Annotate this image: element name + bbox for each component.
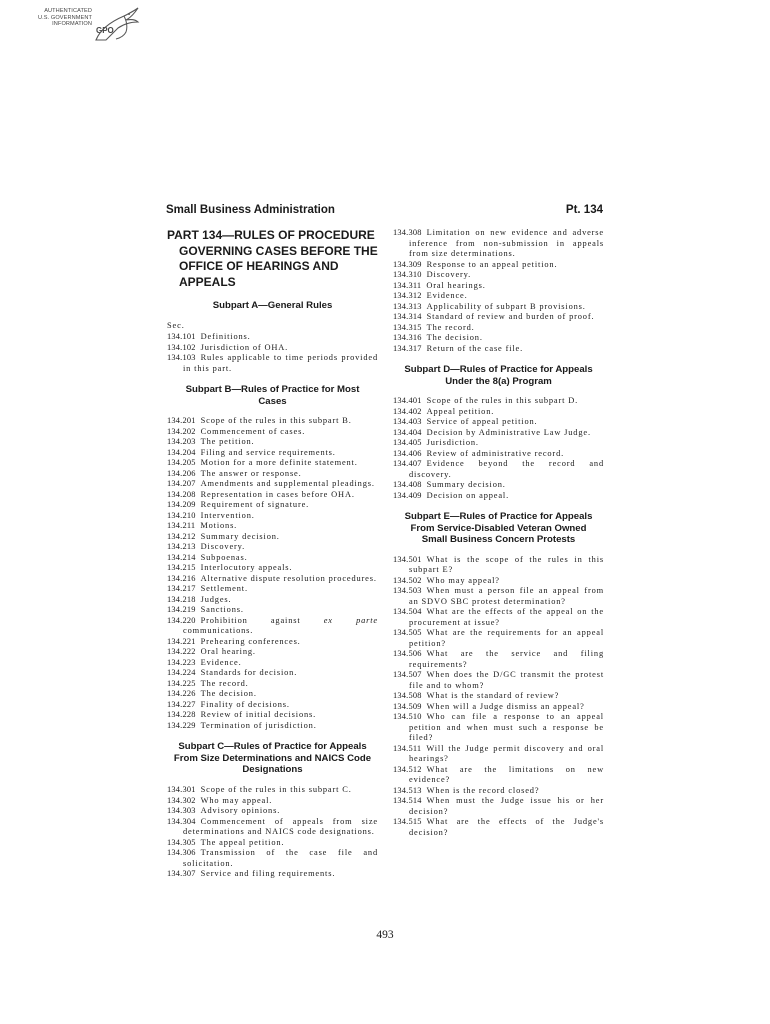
section-title: Scope of the rules in this subpart D. xyxy=(426,396,579,406)
section-title: When must the Judge issue his or her decision? xyxy=(409,796,604,816)
section-number: 134.221 xyxy=(167,636,196,646)
section-number: 134.507 xyxy=(393,670,422,680)
section-title: Will the Judge permit discovery and oral hearings? xyxy=(409,743,604,764)
section-number: 134.222 xyxy=(167,647,196,657)
subpart-b-heading: Subpart B—Rules of Practice for Most Cases xyxy=(185,384,360,407)
section-number: 134.403 xyxy=(393,417,422,427)
section-title: Oral hearing. xyxy=(200,647,256,657)
section-title: Limitation on new evidence and adverse inference from non-submission in appeals from size determinations. xyxy=(409,228,604,258)
section-number: 134.408 xyxy=(393,480,422,490)
subpart-c-list-right xyxy=(393,228,604,354)
section-number: 134.306 xyxy=(167,848,196,858)
section-entry xyxy=(167,416,378,427)
section-number: 134.508 xyxy=(393,691,422,701)
section-title: Prehearing conferences. xyxy=(200,636,301,646)
section-entry xyxy=(393,712,604,744)
left-column xyxy=(167,228,378,880)
section-entry xyxy=(167,647,378,658)
section-entry xyxy=(167,584,378,595)
section-title: Standard of review and burden of proof. xyxy=(426,312,595,321)
section-entry xyxy=(167,437,378,448)
section-title: Finality of decisions. xyxy=(200,699,290,709)
section-number: 134.210 xyxy=(167,510,196,520)
right-column xyxy=(393,228,604,838)
section-title: What are the requirements for an appeal petition? xyxy=(409,628,604,648)
section-number: 134.401 xyxy=(393,396,422,406)
section-number: 134.514 xyxy=(393,796,422,806)
section-label: Sec. xyxy=(167,320,185,330)
section-title: The petition. xyxy=(200,437,255,447)
section-entry xyxy=(167,553,378,564)
section-entry xyxy=(167,616,378,637)
section-number: 134.304 xyxy=(167,816,196,826)
section-number: 134.212 xyxy=(167,531,196,541)
section-number: 134.204 xyxy=(167,447,196,457)
section-number: 134.207 xyxy=(167,479,196,489)
section-title: Oral hearings. xyxy=(426,280,486,290)
section-title-italic: ex parte xyxy=(323,615,378,625)
section-entry xyxy=(393,438,604,449)
section-number: 134.504 xyxy=(393,607,422,617)
section-entry xyxy=(393,670,604,691)
section-number: 134.316 xyxy=(393,333,422,342)
subpart-c-heading: Subpart C—Rules of Practice for Appeals From Size Determinations and NAICS Code Designations xyxy=(173,741,372,776)
section-title: Requirement of signature. xyxy=(200,500,310,510)
section-entry xyxy=(393,344,604,355)
section-title: Filing and service requirements. xyxy=(200,447,336,457)
section-title: Standards for decision. xyxy=(200,668,298,678)
section-number: 134.211 xyxy=(167,521,196,531)
section-number: 134.301 xyxy=(167,785,196,795)
section-title: Who may appeal. xyxy=(200,795,273,805)
section-entry xyxy=(167,458,378,469)
section-number: 134.314 xyxy=(393,312,422,321)
section-entry xyxy=(167,511,378,522)
section-title: Jurisdiction. xyxy=(426,438,479,448)
section-number: 134.203 xyxy=(167,437,196,447)
section-title: Scope of the rules in this subpart C. xyxy=(200,785,352,795)
section-title: Judges. xyxy=(200,594,232,604)
section-entry xyxy=(393,281,604,292)
section-number: 134.505 xyxy=(393,628,422,638)
section-entry xyxy=(393,312,604,323)
section-title: Who can file a response to an appeal petition and when must such a response be filed? xyxy=(409,712,604,743)
subpart-d-heading: Subpart D—Rules of Practice for Appeals Under the 8(a) Program xyxy=(404,364,593,387)
section-entry xyxy=(167,574,378,585)
section-number: 134.506 xyxy=(393,649,422,659)
section-entry xyxy=(393,428,604,439)
section-number: 134.317 xyxy=(393,343,422,353)
section-entry xyxy=(167,838,378,849)
section-entry xyxy=(393,459,604,480)
gpo-line-2: U.S. GOVERNMENT xyxy=(37,14,92,21)
section-title: Return of the case file. xyxy=(426,343,524,353)
section-number: 134.405 xyxy=(393,438,422,448)
section-number: 134.216 xyxy=(167,573,196,583)
subpart-b-list xyxy=(167,416,378,731)
section-number: 134.503 xyxy=(393,586,422,596)
section-title: The decision. xyxy=(426,333,483,342)
section-title: When is the record closed? xyxy=(426,785,540,795)
section-number: 134.218 xyxy=(167,594,196,604)
section-number: 134.308 xyxy=(393,228,422,237)
section-title: Who may appeal? xyxy=(426,575,500,585)
section-title: Jurisdiction of OHA. xyxy=(200,342,289,352)
section-title: Summary decision. xyxy=(426,480,506,490)
section-number: 134.205 xyxy=(167,458,196,468)
section-entry xyxy=(393,396,604,407)
section-title: Service and filing requirements. xyxy=(200,869,336,879)
section-entry xyxy=(167,721,378,732)
section-number: 134.515 xyxy=(393,817,422,827)
section-entry xyxy=(393,291,604,302)
section-entry xyxy=(167,332,378,343)
section-number: 134.312 xyxy=(393,291,422,300)
section-number: 134.502 xyxy=(393,575,422,585)
section-title: The record. xyxy=(426,322,475,332)
section-title: Review of initial decisions. xyxy=(200,710,317,720)
section-title: What is the standard of review? xyxy=(426,691,560,701)
running-head-part: Pt. 134 xyxy=(565,204,603,216)
section-entry xyxy=(393,260,604,271)
section-number: 134.501 xyxy=(393,554,422,564)
section-title: Evidence. xyxy=(200,657,242,667)
section-number: 134.228 xyxy=(167,710,196,720)
section-entry xyxy=(393,449,604,460)
section-entry xyxy=(167,658,378,669)
section-entry xyxy=(167,427,378,438)
section-number: 134.307 xyxy=(167,869,196,879)
section-entry xyxy=(393,270,604,281)
section-title: Review of administrative record. xyxy=(426,448,565,458)
section-entry xyxy=(393,333,604,344)
section-title: When will a Judge dismiss an appeal? xyxy=(426,701,585,711)
section-title: What are the limitations on new evidence? xyxy=(409,764,604,785)
section-number: 134.510 xyxy=(393,712,422,722)
section-number: 134.213 xyxy=(167,542,196,552)
section-title: Definitions. xyxy=(200,332,251,342)
section-number: 134.103 xyxy=(167,353,196,363)
section-number: 134.225 xyxy=(167,678,196,688)
section-entry xyxy=(393,555,604,576)
section-number: 134.101 xyxy=(167,332,196,342)
section-title: Summary decision. xyxy=(200,531,280,541)
section-number: 134.303 xyxy=(167,806,196,816)
section-entry xyxy=(393,480,604,491)
section-entry xyxy=(167,668,378,679)
section-title: Amendments and supplemental pleadings. xyxy=(200,479,375,489)
section-title: The answer or response. xyxy=(200,468,302,478)
running-head-agency: Small Business Administration xyxy=(166,204,335,216)
section-number: 134.305 xyxy=(167,837,196,847)
section-title: Settlement. xyxy=(200,584,248,594)
section-number: 134.313 xyxy=(393,301,422,311)
section-entry xyxy=(167,637,378,648)
section-entry xyxy=(393,607,604,628)
section-number: 134.406 xyxy=(393,448,422,458)
section-number: 134.102 xyxy=(167,342,196,352)
section-entry xyxy=(167,806,378,817)
subpart-e-list xyxy=(393,555,604,839)
section-title: Appeal petition. xyxy=(426,406,495,416)
section-title: Evidence. xyxy=(426,291,468,300)
section-title: Intervention. xyxy=(200,510,255,520)
section-title: The decision. xyxy=(200,689,257,699)
section-number: 134.513 xyxy=(393,785,422,795)
section-title: Alternative dispute resolution procedures. xyxy=(200,573,377,583)
section-title: Termination of jurisdiction. xyxy=(200,720,317,730)
section-entry xyxy=(167,689,378,700)
section-entry xyxy=(167,817,378,838)
section-title: Representation in cases before OHA. xyxy=(200,489,355,499)
section-entry xyxy=(167,563,378,574)
section-title: When does the D/GC transmit the protest file and to whom? xyxy=(409,670,604,690)
section-title: Scope of the rules in this subpart B. xyxy=(200,416,352,426)
section-title: When must a person file an appeal from an SDVO SBC protest determination? xyxy=(409,586,604,606)
section-title-end: communications. xyxy=(183,626,254,636)
section-title: Decision on appeal. xyxy=(426,490,510,500)
subpart-c-list-left xyxy=(167,785,378,880)
section-number: 134.206 xyxy=(167,468,196,478)
section-entry xyxy=(167,490,378,501)
section-number: 134.512 xyxy=(393,764,422,774)
section-title: Decision by Administrative Law Judge. xyxy=(426,427,591,437)
section-entry xyxy=(393,765,604,786)
section-title: Commencement of cases. xyxy=(200,426,306,436)
section-entry xyxy=(393,744,604,765)
section-title: What is the scope of the rules in this subpart E? xyxy=(409,554,604,575)
section-entry xyxy=(167,343,378,354)
gpo-logo-word: GPO xyxy=(96,26,114,35)
section-entry xyxy=(167,521,378,532)
section-number: 134.409 xyxy=(393,490,422,500)
section-number: 134.309 xyxy=(393,259,422,269)
section-entry xyxy=(393,417,604,428)
section-number: 134.224 xyxy=(167,668,196,678)
section-entry xyxy=(167,869,378,880)
section-title: Sanctions. xyxy=(200,605,244,615)
section-number: 134.402 xyxy=(393,406,422,416)
section-title: What are the effects of the Judge's decision? xyxy=(409,817,604,837)
section-number: 134.407 xyxy=(393,459,422,469)
section-number: 134.404 xyxy=(393,427,422,437)
section-entry xyxy=(167,353,378,374)
section-title: Evidence beyond the record and discovery. xyxy=(409,459,604,479)
section-entry xyxy=(167,479,378,490)
section-entry xyxy=(393,796,604,817)
part-title: PART 134—RULES OF PROCEDURE GOVERNING CASES BEFORE THE OFFICE OF HEARINGS AND APPEALS xyxy=(167,228,378,289)
section-entry xyxy=(167,700,378,711)
section-number: 134.310 xyxy=(393,270,422,279)
section-number: 134.219 xyxy=(167,605,196,615)
section-entry xyxy=(167,785,378,796)
section-title: Service of appeal petition. xyxy=(426,417,538,427)
section-entry xyxy=(167,848,378,869)
section-title: Commencement of appeals from size determinations and NAICS code designations. xyxy=(183,816,378,837)
section-entry xyxy=(167,500,378,511)
section-title: Response to an appeal petition. xyxy=(426,259,558,269)
section-title: The appeal petition. xyxy=(200,837,285,847)
section-title: What are the service and filing requirements? xyxy=(409,649,604,669)
section-entry xyxy=(393,702,604,713)
section-title: Rules applicable to time periods provided in this part. xyxy=(183,353,378,373)
section-title: What are the effects of the appeal on the procurement at issue? xyxy=(409,607,604,627)
section-number: 134.215 xyxy=(167,563,196,573)
page-number: 493 xyxy=(376,929,394,941)
gpo-line-3: INFORMATION xyxy=(52,21,92,28)
section-entry xyxy=(167,532,378,543)
section-number: 134.302 xyxy=(167,795,196,805)
section-number: 134.220 xyxy=(167,615,196,625)
subpart-d-list xyxy=(393,396,604,501)
section-entry xyxy=(167,679,378,690)
section-number: 134.229 xyxy=(167,720,196,730)
section-entry xyxy=(393,491,604,502)
section-entry xyxy=(167,469,378,480)
section-entry xyxy=(393,302,604,313)
section-title: Motions. xyxy=(200,521,238,531)
section-number: 134.202 xyxy=(167,426,196,436)
section-entry xyxy=(393,628,604,649)
section-number: 134.214 xyxy=(167,552,196,562)
section-entry xyxy=(393,817,604,838)
section-entry xyxy=(393,407,604,418)
section-title: Motion for a more definite statement. xyxy=(200,458,358,468)
section-entry xyxy=(167,448,378,459)
section-title: Transmission of the case file and solicitation. xyxy=(183,848,378,868)
section-entry xyxy=(393,228,604,260)
section-title: Interlocutory appeals. xyxy=(200,563,293,573)
subpart-a-heading: Subpart A—General Rules xyxy=(212,300,333,311)
section-title: Prohibition against xyxy=(200,615,324,625)
section-number: 134.315 xyxy=(393,322,422,332)
section-entry xyxy=(393,586,604,607)
section-entry xyxy=(167,595,378,606)
section-entry xyxy=(167,542,378,553)
gpo-line-1: AUTHENTICATED xyxy=(44,8,92,14)
section-entry xyxy=(393,786,604,797)
section-number: 134.209 xyxy=(167,500,196,510)
section-title: Discovery. xyxy=(426,270,472,279)
section-title: Advisory opinions. xyxy=(200,806,281,816)
subpart-a-list xyxy=(167,332,378,374)
section-number: 134.227 xyxy=(167,699,196,709)
section-entry xyxy=(393,649,604,670)
section-entry xyxy=(393,323,604,334)
section-number: 134.208 xyxy=(167,489,196,499)
section-number: 134.311 xyxy=(393,280,422,290)
section-entry xyxy=(393,691,604,702)
section-title: Discovery. xyxy=(200,542,246,552)
section-number: 134.511 xyxy=(393,743,422,753)
section-entry xyxy=(167,710,378,721)
section-title: The record. xyxy=(200,678,249,688)
section-entry xyxy=(393,576,604,587)
section-number: 134.217 xyxy=(167,584,196,594)
section-title: Subpoenas. xyxy=(200,552,248,562)
section-number: 134.223 xyxy=(167,657,196,667)
section-number: 134.509 xyxy=(393,701,422,711)
section-entry xyxy=(167,605,378,616)
section-number: 134.226 xyxy=(167,689,196,699)
section-entry xyxy=(167,796,378,807)
subpart-e-heading: Subpart E—Rules of Practice for Appeals From Service-Disabled Veteran Owned Small Business Concern Protests xyxy=(404,511,593,546)
section-title: Applicability of subpart B provisions. xyxy=(426,301,586,311)
gpo-eagle-icon xyxy=(30,6,142,46)
section-number: 134.201 xyxy=(167,416,196,426)
